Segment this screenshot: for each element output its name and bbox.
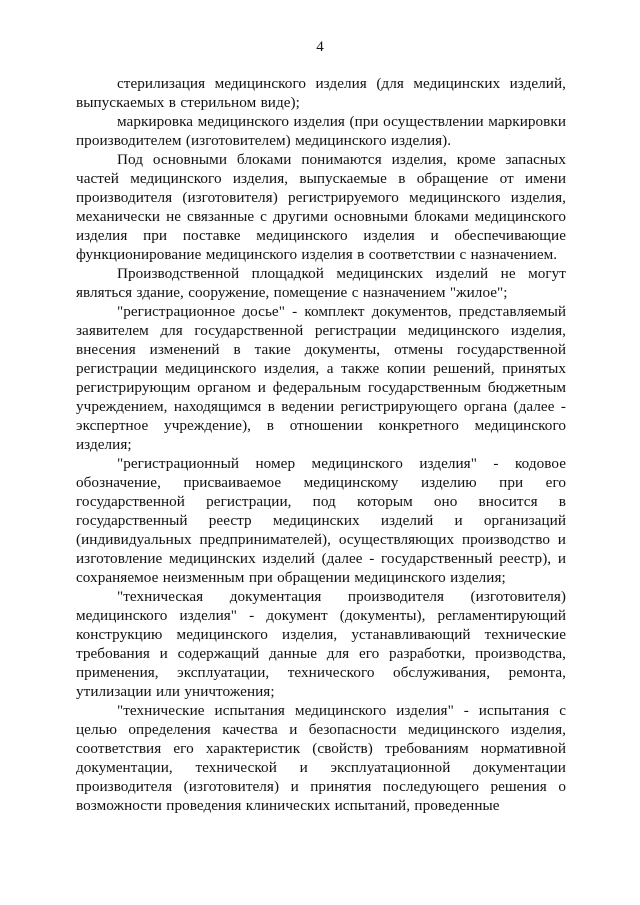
paragraph-main-blocks: Под основными блоками понимаются изделия, кроме запасных частей медицинского изделия, выпускаемые в обращение от имени производителя (изготовителя) регистрируемого медицинского изделия, механически не связанные с другими основными блоками медицинского изделия при поставке медицинского изделия и обеспечивающие функционирование медицинского изделия в соответствии с назначением. <box>76 151 566 263</box>
page-number: 4 <box>316 39 324 55</box>
paragraph-registration-dossier: "регистрационное досье" - комплект документов, представляемый заявителем для государственной регистрации медицинского изделия, внесения изменений в такие документы, отмены государственной регистрации медицинского изделия, а также копии решений, принятых регистрирующим органом и федеральным государственным бюджетным учреждением, находящимся в ведении регистрирующего органа (далее - экспертное учреждение), в отношении конкретного медицинского изделия; <box>76 303 566 453</box>
paragraph-labeling: маркировка медицинского изделия (при осуществлении маркировки производителем (изготовителем) медицинского изделия). <box>76 113 566 149</box>
paragraph-technical-documentation: "техническая документация производителя (изготовителя) медицинского изделия" - документ (документы), регламентирующий конструкцию медицинского изделия, устанавливающий технические требования и содержащий данные для его разработки, производства, применения, эксплуатации, технического обслуживания, ремонта, утилизации или уничтожения; <box>76 588 566 700</box>
paragraph-sterilization: стерилизация медицинского изделия (для медицинских изделий, выпускаемых в стерильном виде); <box>76 75 566 111</box>
paragraph-production-site: Производственной площадкой медицинских изделий не могут являться здание, сооружение, помещение с назначением "жилое"; <box>76 265 566 301</box>
document-body <box>76 74 566 815</box>
paragraph-technical-testing: "технические испытания медицинского изделия" - испытания с целью определения качества и безопасности медицинского изделия, соответствия его характеристик (свойств) требованиям нормативной документации, технической и эксплуатационной документации производителя (изготовителя) и принятия последующего решения о возможности проведения клинических испытаний, проведенные <box>76 702 566 814</box>
paragraph-registration-number: "регистрационный номер медицинского изделия" - кодовое обозначение, присваиваемое медицинскому изделию при его государственной регистрации, под которым оно вносится в государственный реестр медицинских изделий и организаций (индивидуальных предпринимателей), осуществляющих производство и изготовление медицинских изделий (далее - государственный реестр), и сохраняемое неизменным при обращении медицинского изделия; <box>76 455 566 586</box>
